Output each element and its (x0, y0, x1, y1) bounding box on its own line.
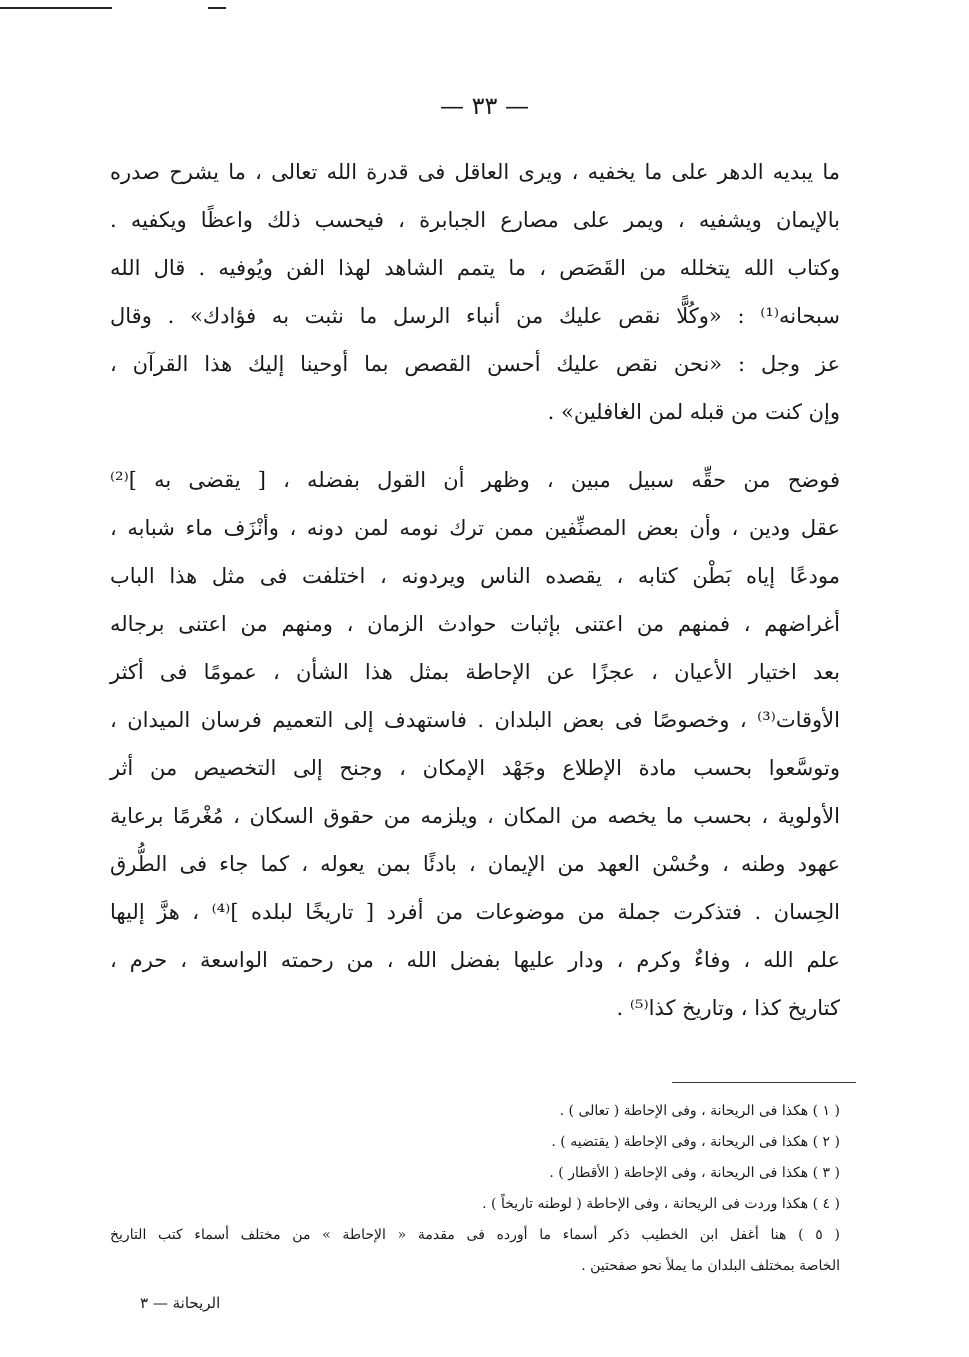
body-line: علم الله ، وفاءٌ وكرم ، ودار عليها بفضل الله ، من رحمته الواسعة ، حرم ، (110, 948, 840, 972)
body-line: الأوقات⁽³⁾ ، وخصوصًا فى بعض البلدان . فاستهدف إلى التعميم فرسان الميدان ، (110, 708, 840, 732)
footnote-2: ( ٢ ) هكذا فى الريحانة ، وفى الإحاطة ( يقتضيه ) . (551, 1134, 840, 1150)
body-line: أغراضهم ، فمنهم من اعتنى بإثبات حوادث الزمان ، ومنهم من اعتنى برجاله (110, 612, 840, 636)
footnote-5-continued: الخاصة بمختلف البلدان ما يملأ نحو صفحتين . (581, 1258, 840, 1274)
footnote-3: ( ٣ ) هكذا فى الريحانة ، وفى الإحاطة ( الأقطار ) . (549, 1165, 840, 1181)
body-line: سبحانه⁽¹⁾ : «وكُلًّا نقص عليك من أنباء الرسل ما نثبت به فؤادك» . وقال (110, 304, 840, 328)
main-text (110, 148, 840, 1032)
body-line: بعد اختيار الأعيان ، عجزًا عن الإحاطة بمثل هذا الشأن ، عمومًا فى أكثر (110, 660, 840, 684)
body-line: الحِسان . فتذكرت جملة من موضوعات من أفرد [ تاريخًا لبلده ]⁽⁴⁾ ، هزَّ إليها (110, 900, 840, 924)
body-line: فوضح من حقِّه سبيل مبين ، وظهر أن القول بفضله ، [ يقضى به ]⁽²⁾ (110, 468, 840, 492)
signature-mark: الريحانة — ٣ (140, 1294, 221, 1312)
body-line: عز وجل : «نحن نقص عليك أحسن القصص بما أوحينا إليك هذا القرآن ، (110, 352, 840, 376)
body-line: وكتاب الله يتخلله من القَصَص ، ما يتمم الشاهد لهذا الفن ويُوفيه . قال الله (110, 256, 840, 280)
scan-edge-mark-right (208, 7, 226, 9)
body-line: كتاريخ كذا ، وتاريخ كذا⁽⁵⁾ . (616, 996, 840, 1020)
footnote-5: ( ٥ ) هنا أغفل ابن الخطيب ذكر أسماء ما أورده فى مقدمة « الإحاطة » من مختلف أسماء كتب التاريخ (110, 1227, 840, 1243)
footnote-1: ( ١ ) هكذا فى الريحانة ، وفى الإحاطة ( تعالى ) . (559, 1103, 840, 1119)
body-line: بالإيمان ويشفيه ، ويمر على مصارع الجبابرة ، فيحسب ذلك واعظًا ويكفيه . (110, 208, 840, 232)
footnotes (110, 1096, 840, 1282)
body-line: الأولوية ، بحسب ما يخصه من المكان ، ويلزمه من حقوق السكان ، مُغْرمًا برعاية (110, 804, 840, 828)
body-line: وإن كنت من قبله لمن الغافلين» . (547, 400, 840, 424)
page-number: — ٣٣ — (439, 92, 530, 120)
body-line: وتوسَّعوا بحسب مادة الإطلاع وجَهْد الإمكان ، وجنح إلى التخصيص من أثر (110, 756, 840, 780)
body-line: عقل ودين ، وأن بعض المصنِّفين ممن ترك نومه لمن دونه ، وأنْزَف ماء شبابه ، (110, 516, 840, 540)
body-line: ما يبديه الدهر على ما يخفيه ، ويرى العاقل فى قدرة الله تعالى ، ما يشرح صدره (110, 160, 840, 184)
body-line: عهود وطنه ، وحُسْن العهد من الإيمان ، بادئًا بمن يعوله ، كما جاء فى الطُّرق (110, 852, 840, 876)
body-line: مودعًا إياه بَطْن كتابه ، يقصده الناس ويردونه ، اختلفت فى مثل هذا الباب (110, 564, 840, 588)
footnote-4: ( ٤ ) هكذا وردت فى الريحانة ، وفى الإحاطة ( لوطنه تاريخاً ) . (482, 1196, 840, 1212)
footnote-separator (672, 1082, 856, 1083)
paragraph-gap (110, 436, 840, 456)
scan-edge-mark-left (0, 7, 112, 9)
